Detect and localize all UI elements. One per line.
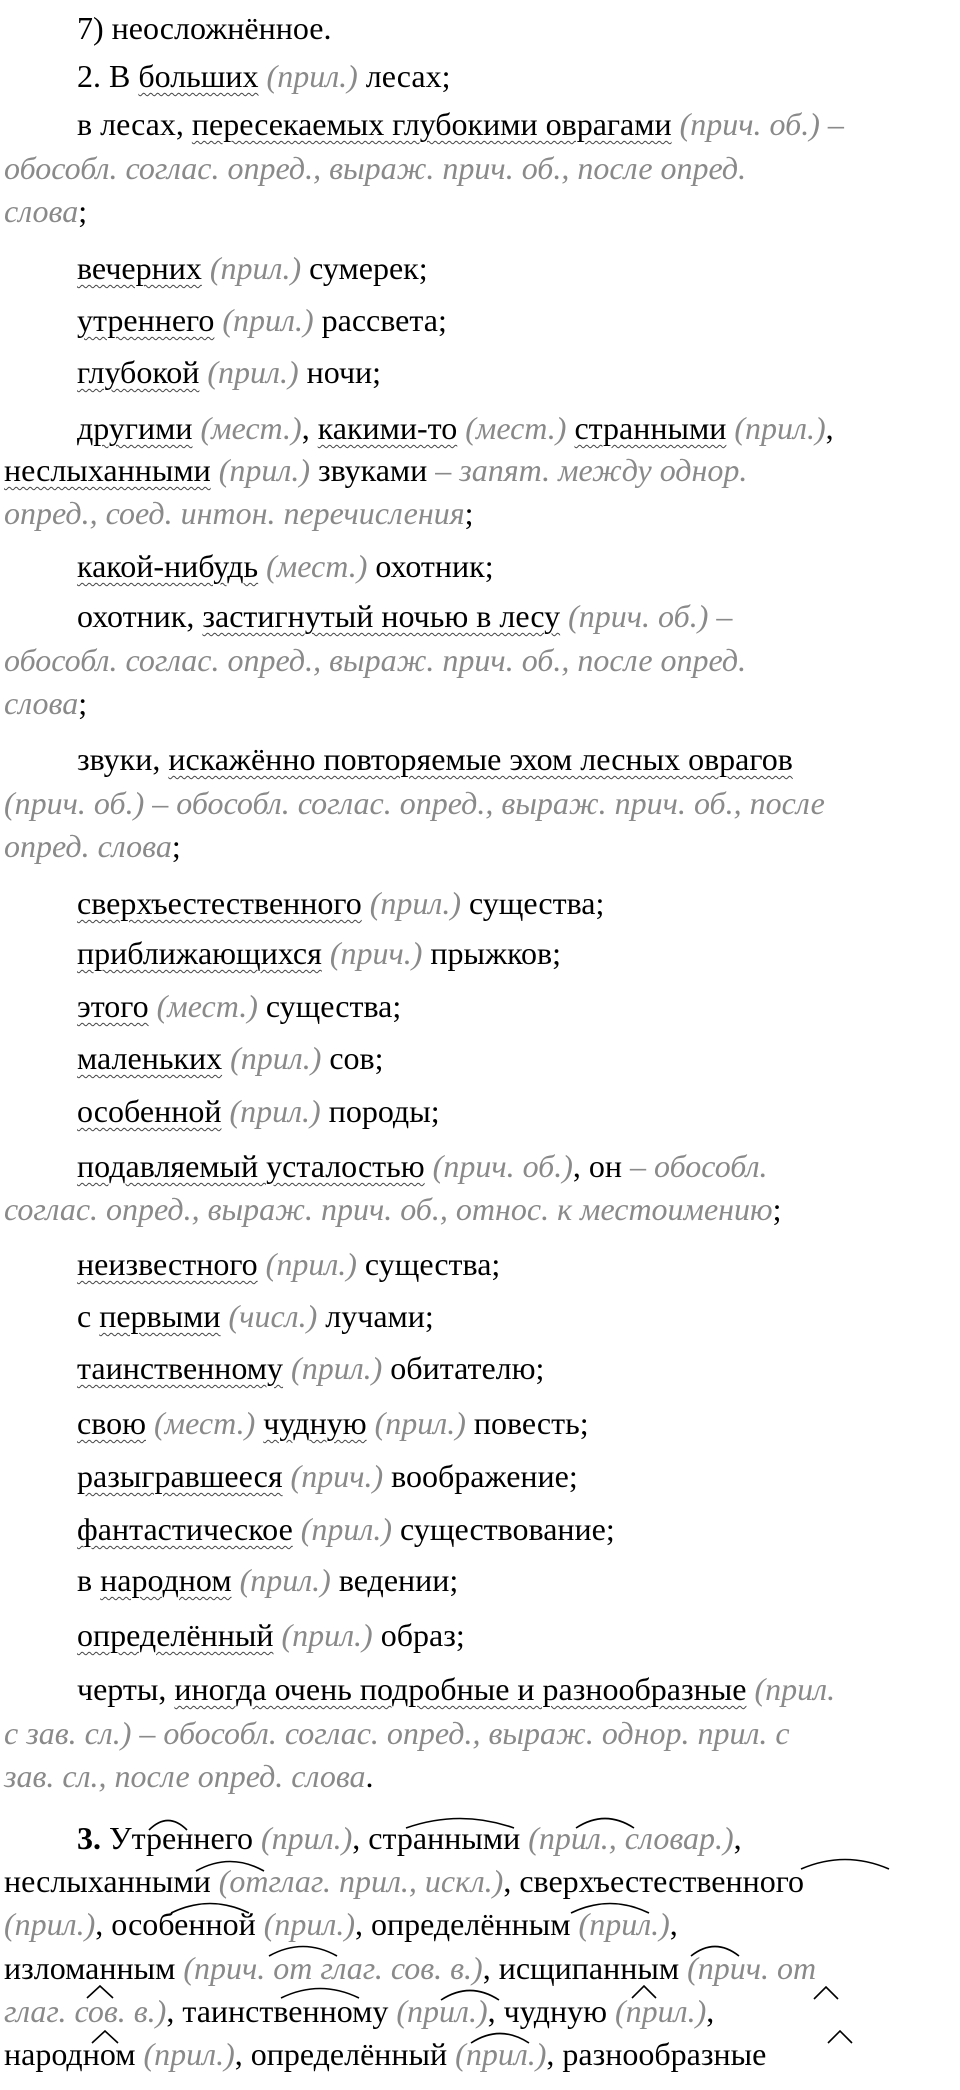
- text-segment: образ;: [372, 1617, 465, 1653]
- underlined-definition: определённый: [77, 1617, 274, 1653]
- text-segment: изломанным: [4, 1950, 184, 1986]
- underlined-definition: какими-то: [317, 410, 458, 446]
- grammar-note: (прил.): [229, 1093, 321, 1129]
- text-segment: , определённым: [354, 1906, 579, 1942]
- grammar-note: (прил.): [207, 354, 299, 390]
- text-segment: ;: [772, 1191, 782, 1227]
- text-segment: 3.: [77, 1820, 101, 1856]
- grammar-note: (мест.): [200, 410, 302, 446]
- text-line: [4, 150, 746, 186]
- text-line: [77, 741, 793, 777]
- text-line: [4, 1993, 714, 2029]
- grammar-note: (мест.): [156, 988, 258, 1024]
- text-segment: [258, 1246, 266, 1282]
- underlined-definition: подавляемый усталостью: [77, 1148, 425, 1184]
- text-line: [77, 302, 447, 338]
- text-segment: , чудную: [487, 1993, 615, 2029]
- text-line: [77, 250, 428, 286]
- grammar-note: опред., соед. интон. перечисления: [4, 495, 465, 531]
- grammar-note: обособл. соглас. опред., выраж. прич. об., после опред.: [4, 150, 747, 186]
- underlined-definition: неизвестного: [77, 1246, 258, 1282]
- text-segment: существа;: [461, 885, 605, 921]
- text-segment: [222, 1040, 230, 1076]
- text-segment: .: [365, 1758, 374, 1794]
- text-line: [4, 1758, 374, 1794]
- underlined-definition: разыгравшееся: [77, 1458, 283, 1494]
- text-segment: [425, 1148, 433, 1184]
- text-segment: лесах;: [357, 58, 451, 94]
- grammar-note: – запят. между однор.: [435, 452, 748, 488]
- grammar-note: – обособл.: [630, 1148, 768, 1184]
- grammar-note: (прил.): [218, 452, 310, 488]
- text-segment: ,: [669, 1906, 678, 1942]
- text-segment: ведении;: [330, 1562, 459, 1598]
- text-line: [4, 495, 474, 531]
- text-segment: ,: [825, 410, 834, 446]
- text-line: [77, 1458, 578, 1494]
- grammar-note: (прил.): [291, 1350, 383, 1386]
- text-segment: в: [77, 1562, 101, 1598]
- text-segment: рассвета;: [313, 302, 447, 338]
- grammar-note: соглас. опред., выраж. прич. об., относ. к местоимению: [4, 1191, 773, 1227]
- text-line: [77, 1511, 615, 1547]
- text-line: [4, 1715, 790, 1751]
- caret-mark: [812, 1986, 840, 2000]
- underlined-definition: особенной: [77, 1093, 222, 1129]
- underlined-definition: утреннего: [77, 302, 215, 338]
- text-segment: черты,: [77, 1671, 175, 1707]
- underlined-definition: глубокой: [77, 354, 200, 390]
- grammar-note: (прил.: [754, 1671, 836, 1707]
- underlined-definition: свою: [77, 1405, 146, 1441]
- underlined-definition: больших: [138, 58, 259, 94]
- grammar-note: (прил.): [455, 2036, 547, 2072]
- text-line: [77, 58, 450, 94]
- grammar-note: (числ.): [228, 1298, 318, 1334]
- underlined-definition: народном: [100, 1562, 232, 1598]
- text-segment: ночи;: [298, 354, 382, 390]
- underlined-definition: какой-нибудь: [77, 548, 259, 584]
- text-line: [77, 1246, 500, 1282]
- text-line: [4, 2036, 766, 2072]
- grammar-note: обособл. соглас. опред., выраж. прич. об., после опред.: [4, 642, 747, 678]
- grammar-note: зав. сл., после опред. слова: [4, 1758, 366, 1794]
- text-segment: , исщипанным: [482, 1950, 688, 1986]
- underlined-definition: странными: [574, 410, 727, 446]
- text-segment: воображение;: [383, 1458, 578, 1494]
- text-segment: народном: [4, 2036, 144, 2072]
- text-segment: сов;: [321, 1040, 384, 1076]
- underlined-definition: пересекаемых глубокими оврагами: [191, 106, 672, 142]
- text-segment: сумерек;: [301, 250, 428, 286]
- grammar-note: (прил.): [209, 250, 302, 286]
- text-segment: , особенной: [95, 1906, 264, 1942]
- text-segment: ;: [464, 495, 474, 531]
- text-line: [77, 410, 834, 446]
- text-segment: ,: [733, 1820, 742, 1856]
- text-segment: неслыханными: [4, 1863, 219, 1899]
- text-line: [77, 1617, 465, 1653]
- text-segment: породы;: [320, 1093, 440, 1129]
- text-segment: существа;: [257, 988, 402, 1024]
- grammar-note: (прил.): [300, 1511, 393, 1547]
- text-line: [77, 885, 604, 921]
- grammar-note: (прил.): [281, 1617, 373, 1653]
- text-segment: [221, 1298, 229, 1334]
- text-segment: Утреннего: [101, 1820, 262, 1856]
- grammar-note: (прич. об.) – обособл. соглас. опред., выраж. прич. об., после: [4, 785, 825, 821]
- text-segment: повесть;: [465, 1405, 589, 1441]
- text-line: [4, 452, 747, 488]
- text-segment: [232, 1562, 240, 1598]
- text-segment: ;: [78, 193, 88, 229]
- text-segment: [283, 1350, 291, 1386]
- text-segment: [202, 250, 210, 286]
- grammar-note: (прил.): [143, 2036, 235, 2072]
- text-segment: [211, 452, 219, 488]
- grammar-note: (прич.): [290, 1458, 384, 1494]
- underlined-definition: сверхъестественного: [77, 885, 362, 921]
- text-line: [77, 935, 561, 971]
- text-line: [77, 1093, 440, 1129]
- grammar-note: (прил.): [263, 1906, 355, 1942]
- grammar-note: глаг. сов. в.): [4, 1993, 167, 2029]
- text-line: [77, 1350, 544, 1386]
- grammar-note: (мест.): [154, 1405, 256, 1441]
- text-line: [77, 1040, 384, 1076]
- text-line: [77, 598, 732, 634]
- underlined-definition: иногда очень подробные и разнообразные: [174, 1671, 747, 1707]
- grammar-note: (прич. от глаг. сов. в.): [183, 1950, 483, 1986]
- text-segment: [283, 1458, 291, 1494]
- grammar-note: (прил.): [369, 885, 461, 921]
- text-segment: , таинственному: [166, 1993, 397, 2029]
- text-line: [77, 548, 494, 584]
- grammar-note: слова: [4, 193, 79, 229]
- text-segment: [258, 548, 266, 584]
- text-segment: , определённый: [234, 2036, 456, 2072]
- text-line: [4, 828, 181, 864]
- text-line: [4, 642, 746, 678]
- text-line: [77, 354, 381, 390]
- grammar-note: с зав. сл.) – обособл. соглас. опред., выраж. однор. прил. с: [4, 1715, 790, 1751]
- text-segment: [322, 935, 330, 971]
- text-segment: [362, 885, 370, 921]
- suffix-arc-mark: [800, 1856, 890, 1870]
- text-segment: [146, 1405, 154, 1441]
- grammar-note: (прил.): [396, 1993, 488, 2029]
- grammar-note: (прил.): [734, 410, 826, 446]
- text-segment: [560, 598, 568, 634]
- text-segment: ,: [706, 1993, 715, 2029]
- underlined-definition: фантастическое: [77, 1511, 293, 1547]
- underlined-definition: застигнутый ночью в лесу: [202, 598, 561, 634]
- grammar-note: (прич. об.): [432, 1148, 573, 1184]
- text-segment: 2. В: [77, 58, 139, 94]
- grammar-note: (прил.): [578, 1906, 670, 1942]
- text-segment: лучами;: [317, 1298, 434, 1334]
- grammar-note: (прил.): [4, 1906, 96, 1942]
- caret-mark: [826, 2030, 854, 2044]
- grammar-note: (прил.): [374, 1405, 466, 1441]
- underlined-definition: другими: [77, 410, 193, 446]
- text-segment: [259, 58, 267, 94]
- text-segment: , странными: [352, 1820, 529, 1856]
- text-segment: в лесах,: [77, 106, 192, 142]
- text-segment: [367, 1405, 375, 1441]
- text-line: [4, 1906, 678, 1942]
- grammar-note: (прич. об.) –: [679, 106, 844, 142]
- text-segment: звуки,: [77, 741, 169, 777]
- text-line: [4, 1863, 804, 1899]
- underlined-definition: первыми: [99, 1298, 221, 1334]
- text-segment: с: [77, 1298, 100, 1334]
- grammar-note: (прил.): [265, 1246, 357, 1282]
- text-line: [4, 785, 825, 821]
- grammar-note: (прил.): [261, 1820, 353, 1856]
- grammar-note: (прил., словар.): [528, 1820, 734, 1856]
- text-segment: , он: [572, 1148, 631, 1184]
- text-line: [77, 10, 331, 46]
- text-segment: обитателю;: [382, 1350, 545, 1386]
- grammar-note: (прил.): [615, 1993, 707, 2029]
- underlined-definition: этого: [77, 988, 149, 1024]
- text-segment: существа;: [356, 1246, 501, 1282]
- text-line: [4, 1950, 816, 1986]
- grammar-note: (прил.): [230, 1040, 322, 1076]
- text-segment: ,: [301, 410, 318, 446]
- text-segment: охотник;: [367, 548, 494, 584]
- underlined-definition: искажённо повторяемые эхом лесных оврагов: [168, 741, 793, 777]
- text-line: [77, 1298, 434, 1334]
- underlined-definition: неслыханными: [4, 452, 211, 488]
- text-segment: существование;: [392, 1511, 615, 1547]
- text-segment: , сверхъестественного: [503, 1863, 805, 1899]
- text-segment: звуками: [309, 452, 436, 488]
- underlined-definition: приближающихся: [77, 935, 322, 971]
- grammar-note: (прил.): [239, 1562, 331, 1598]
- text-segment: прыжков;: [422, 935, 562, 971]
- grammar-note: (прил.): [266, 58, 358, 94]
- grammar-note: (отглаг. прил., искл.): [218, 1863, 504, 1899]
- text-segment: , разнообразные: [546, 2036, 767, 2072]
- text-segment: [149, 988, 157, 1024]
- text-line: [77, 1820, 742, 1856]
- grammar-note: (мест.): [465, 410, 567, 446]
- text-line: [77, 1148, 768, 1184]
- text-line: [77, 1405, 589, 1441]
- grammar-note: опред. слова: [4, 828, 172, 864]
- text-line: [4, 193, 87, 229]
- underlined-definition: таинственному: [77, 1350, 284, 1386]
- text-line: [77, 1671, 835, 1707]
- grammar-note: (прич. об.) –: [568, 598, 733, 634]
- text-segment: ;: [171, 828, 181, 864]
- text-segment: [672, 106, 680, 142]
- text-segment: охотник,: [77, 598, 203, 634]
- text-segment: ;: [78, 685, 88, 721]
- text-line: [4, 1191, 782, 1227]
- text-line: [4, 685, 87, 721]
- text-line: [77, 106, 844, 142]
- underlined-definition: чудную: [263, 1405, 367, 1441]
- text-segment: 7) неосложнённое.: [77, 10, 332, 46]
- text-line: [77, 1562, 458, 1598]
- grammar-note: (прич. от: [687, 1950, 817, 1986]
- text-line: [77, 988, 401, 1024]
- underlined-definition: вечерних: [77, 250, 202, 286]
- text-segment: [293, 1511, 301, 1547]
- grammar-note: (прич.): [329, 935, 423, 971]
- grammar-note: (прил.): [222, 302, 314, 338]
- underlined-definition: маленьких: [77, 1040, 223, 1076]
- grammar-note: слова: [4, 685, 79, 721]
- grammar-note: (мест.): [266, 548, 368, 584]
